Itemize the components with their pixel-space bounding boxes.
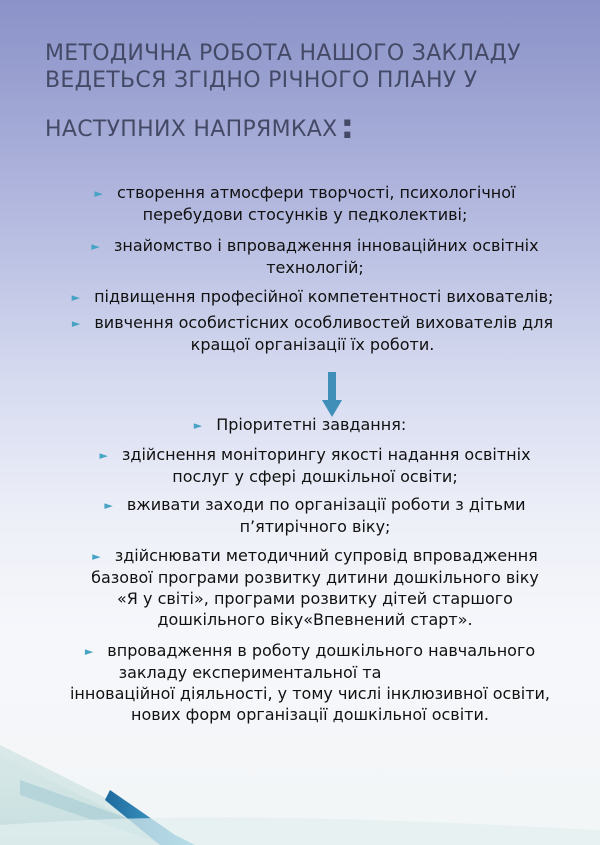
- task-text: «Я у світі», програми розвитку дітей старшого: [117, 589, 513, 608]
- triangle-bullet-icon: ►: [99, 449, 108, 462]
- title-line-2: ВЕДЕТЬСЯ ЗГІДНО РІЧНОГО ПЛАНУ У: [45, 68, 478, 93]
- triangle-bullet-icon: ►: [193, 419, 203, 432]
- triangle-bullet-icon: ►: [84, 645, 94, 658]
- task-text: нових форм організації дошкільної освіти.: [131, 705, 489, 724]
- down-arrow-icon: [322, 372, 342, 418]
- title-line-3: НАСТУПНИХ НАПРЯМКАХ: [45, 117, 338, 142]
- task-text: дошкільного віку«Впевнений старт».: [157, 610, 473, 629]
- decorative-wave: [0, 685, 600, 845]
- page-title: [45, 40, 565, 147]
- task-text: інноваційної діяльності, у тому числі інклюзивної освіти,: [69, 684, 551, 703]
- direction-text: технологій;: [266, 258, 364, 277]
- direction-item: [30, 286, 595, 308]
- task-text: здійснювати методичний супровід впровадження: [114, 546, 538, 565]
- triangle-bullet-icon: ►: [92, 550, 101, 563]
- triangle-bullet-icon: ►: [104, 499, 113, 512]
- task-text: впровадження в роботу дошкільного навчального: [107, 641, 536, 660]
- direction-text: підвищення професійної компетентності вихователів;: [94, 287, 554, 306]
- priority-heading-text: Пріоритетні завдання:: [216, 415, 407, 434]
- title-line-1: МЕТОДИЧНА РОБОТА НАШОГО ЗАКЛАДУ: [45, 41, 521, 66]
- title-colon: :: [340, 107, 355, 147]
- task-text: послуг у сфері дошкільної освіти;: [172, 467, 458, 486]
- direction-item: [30, 312, 595, 355]
- triangle-bullet-icon: ►: [94, 187, 103, 200]
- direction-item: [50, 235, 580, 278]
- direction-text: вивчення особистісних особливостей вихователів для: [94, 313, 554, 332]
- task-item: [45, 545, 585, 630]
- task-text: здійснення моніторингу якості надання освітніх: [121, 445, 531, 464]
- direction-item: [60, 182, 550, 225]
- direction-text: кращої організації їх роботи.: [190, 335, 435, 354]
- task-text: п’ятирічного віку;: [239, 517, 391, 536]
- triangle-bullet-icon: ►: [91, 240, 100, 253]
- triangle-bullet-icon: ►: [71, 317, 81, 330]
- task-item: [60, 444, 570, 487]
- direction-text: знайомство і впровадження інноваційних освітніх: [113, 236, 539, 255]
- task-item: [60, 494, 570, 537]
- direction-text: створення атмосфери творчості, психологічної: [116, 183, 516, 202]
- task-text: вживати заходи по організації роботи з дітьми: [126, 495, 526, 514]
- triangle-bullet-icon: ►: [71, 291, 81, 304]
- priority-heading: [150, 414, 450, 436]
- task-text: базової програми розвитку дитини дошкільного віку: [91, 568, 539, 587]
- direction-text: перебудови стосунків у педколективі;: [142, 205, 468, 224]
- task-text: закладу експериментальної та: [118, 663, 382, 682]
